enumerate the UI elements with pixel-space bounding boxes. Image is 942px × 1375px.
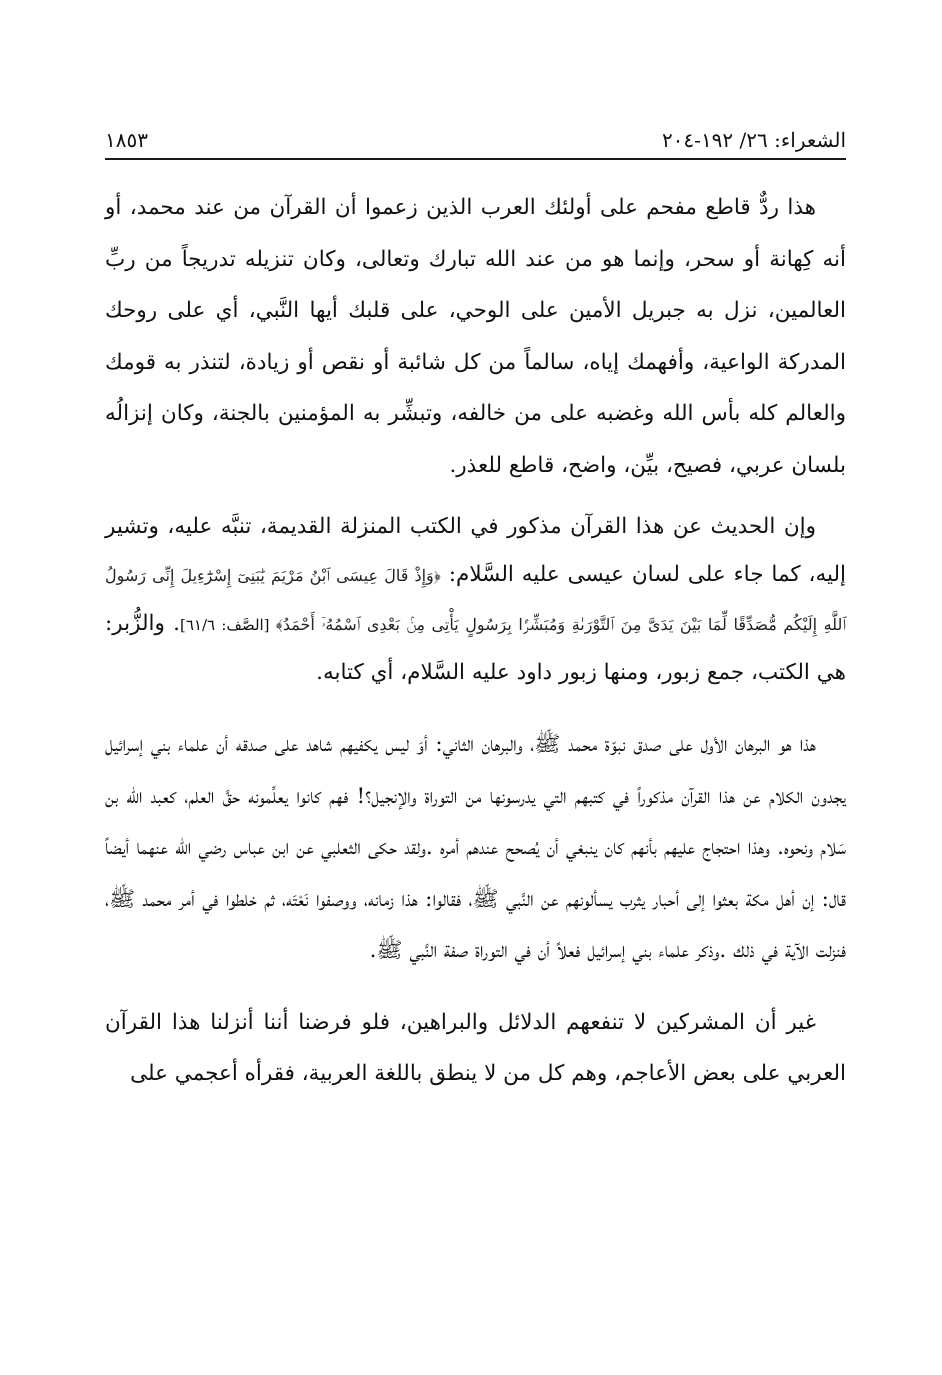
paragraph-text-after-verse: . والزُّبر: هي الكتب، جمع زبور، ومنها زبور داود عليه السَّلام، أي كتابه. <box>105 611 846 685</box>
verse-reference: [الصَّف: ٦١/٦] <box>180 616 276 634</box>
paragraph-second-proof: هذا هو البرهان الأول على صدق نبوّة محمد ﷺ، والبرهان الثاني: أوَ ليس يكفيهم شاهد على صدقه أن علماء بني إسرائيل يجدون الكلام عن هذا القرآن مذكوراً في كتبهم التي يدرسونها من التوراة والإنجيل؟! فهم كانوا يعلِّمونه حقَّ العلم، كعبد الله بن سَلام ونحوه. وهذا احتجاج عليهم بأنهم كان ينبغي أن يُصحح عندهم أمره .ولقد حكى الثعلبي عن ابن عباس رضي الله عنهما أيضاً قال: إن أهل مكة بعثوا إلى أحبار يثرب يسألونهم عن النَّبي ﷺ، فقالوا: هذا زمانه، ووصفوا نَعْتَه، ثم خلطوا في أمر محمد ﷺ، فنزلت الآية في ذلك .وذكر علماء بني إسرائيل فعلاً أن في التوراة صفة النَّبي ﷺ. <box>105 732 846 963</box>
paragraph-previous-scriptures <box>105 503 846 697</box>
paragraph-text-before-verse: وإن الحديث عن هذا القرآن مذكور في الكتب المنزلة القديمة، تنبَّه عليه، وتشير إليه، كما جاء على لسان عيسى عليه السَّلام: <box>105 514 846 587</box>
paragraph-polytheists: غير أن المشركين لا تنفعهم الدلائل والبراهين، فلو فرضنا أننا أنزلنا هذا القرآن العربي على بعض الأعاجم، وهم كل من لا ينطق باللغة العربية، فقرأه أعجمي على <box>105 1009 846 1086</box>
header-rule <box>105 158 846 160</box>
quran-verse: ﴿وَإِذْ قَالَ عِيسَى ٱبْنُ مَرْيَمَ يَٰبَنِىٓ إِسْرَٰٓءِيلَ إِنِّى رَسُولُ ٱللَّهِ إِلَيْكُم مُّصَدِّقًا لِّمَا بَيْنَ يَدَىَّ مِنَ ٱلتَّوْرَىٰةِ وَمُبَشِّرًۢا بِرَسُولٍ يَأْتِى مِنۢ بَعْدِى ٱسْمُهُۥٓ أَحْمَدُ﴾ <box>105 566 847 634</box>
page-number: ١٨٥٣ <box>105 128 148 152</box>
running-head <box>105 118 846 154</box>
paragraph-refutation: هذا ردٌّ قاطع مفحم على أولئك العرب الذين زعموا أن القرآن من عند محمد، أو أنه كِهانة أو سحر، وإنما هو من عند الله تبارك وتعالى، وكان تنزيله تدريجاً من ربِّ العالمين، نزل به جبريل الأمين على الوحي، على قلبك أيها النَّبي، أي على روحك المدركة الواعية، وأفهمك إياه، سالماً من كل شائبة أو نقص أو زيادة، لتنذر به قومك والعالم كله بأس الله وغضبه على من خالفه، وتبشِّر به المؤمنين بالجنة، وكان إنزالُه بلسان عربي، فصيح، بيِّن، واضح، قاطع للعذر. <box>105 195 846 478</box>
surah-reference: الشعراء: ٢٦/ ١٩٢-٢٠٤ <box>661 128 846 152</box>
body-text <box>105 182 846 1100</box>
